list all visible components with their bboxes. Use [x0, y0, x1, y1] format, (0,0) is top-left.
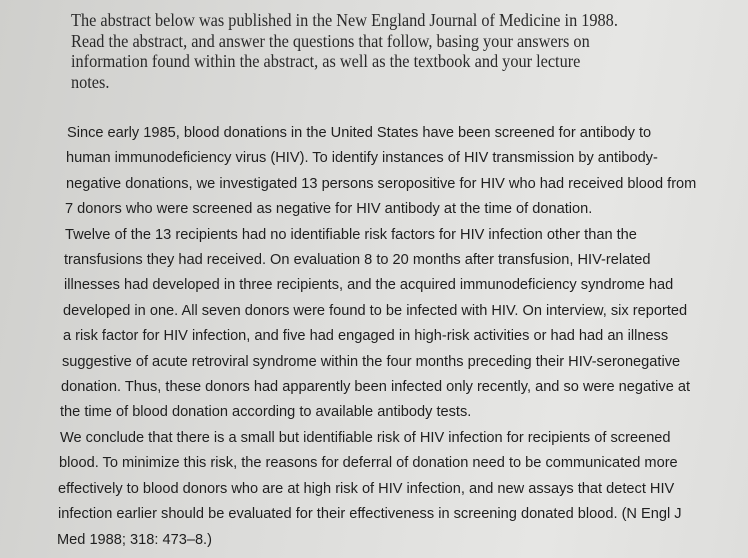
text-line: effectively to blood donors who are at high risk of HIV infection, and new assays that detect HIV [58, 480, 675, 497]
text-line: illnesses had developed in three recipients, and the acquired immunodeficiency syndrome had [64, 277, 674, 294]
text-line: information found within the abstract, as well as the textbook and your lecture [71, 51, 581, 71]
instructions-paragraph [71, 10, 741, 92]
text-line: Read the abstract, and answer the questions that follow, basing your answers on [71, 30, 590, 51]
text-line: the time of blood donation according to available antibody tests. [60, 404, 472, 421]
text-line: suggestive of acute retroviral syndrome within the four months preceding their HIV-seronegative [62, 353, 681, 370]
abstract-paragraph [57, 121, 744, 553]
text-line: infection earlier should be evaluated for their effectiveness in screening donated blood. (N Engl J [58, 506, 682, 523]
text-line: notes. [71, 71, 110, 92]
text-line: We conclude that there is a small but identifiable risk of HIV infection for recipients of screened [60, 429, 671, 446]
text-line: developed in one. All seven donors were found to be infected with HIV. On interview, six reported [63, 302, 688, 319]
text-line: 7 donors who were screened as negative for HIV antibody at the time of donation. [65, 201, 593, 218]
text-line: transfusions they had received. On evaluation 8 to 20 months after transfusion, HIV-related [64, 252, 651, 269]
text-line: blood. To minimize this risk, the reasons for deferral of donation need to be communicated more [59, 455, 678, 472]
text-line: donation. Thus, these donors had apparently been infected only recently, and so were negative at [61, 379, 691, 396]
text-line: a risk factor for HIV infection, and five had engaged in high-risk activities or had had an illness [63, 328, 669, 345]
text-line: Med 1988; 318: 473–8.) [57, 531, 212, 548]
text-line: Since early 1985, blood donations in the United States have been screened for antibody to [67, 125, 652, 141]
text-line: negative donations, we investigated 13 persons seropositive for HIV who had received blood from [66, 175, 697, 192]
text-line: The abstract below was published in the New England Journal of Medicine in 1988. [71, 10, 618, 30]
text-line: Twelve of the 13 recipients had no identifiable risk factors for HIV infection other than the [65, 226, 637, 243]
text-line: human immunodeficiency virus (HIV). To identify instances of HIV transmission by antibody- [66, 150, 658, 167]
